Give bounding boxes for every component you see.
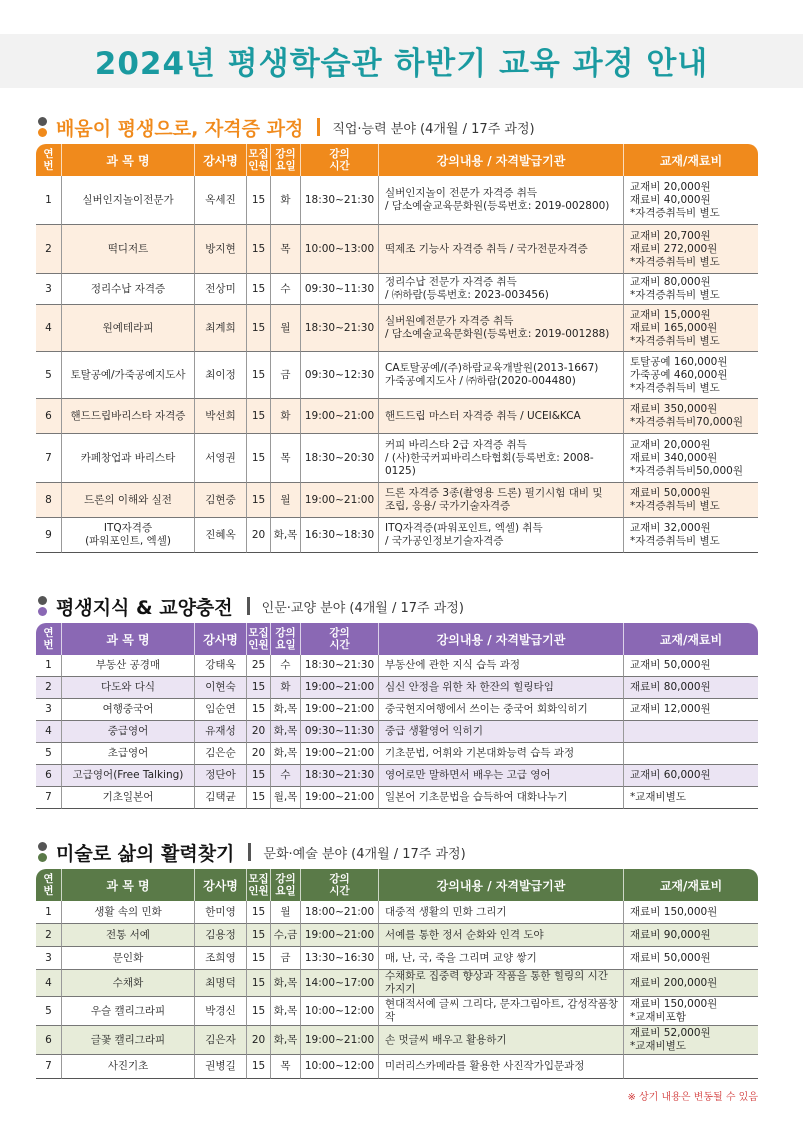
capacity-cell: 20 bbox=[246, 721, 270, 743]
table-row bbox=[36, 787, 758, 809]
fee-cell: 재료비 90,000원 bbox=[623, 924, 758, 947]
course-name-cell: 사진기초 bbox=[61, 1055, 194, 1079]
section-2-subtitle: 인문·교양 분야 (4개월 / 17주 과정) bbox=[261, 600, 464, 616]
fee-cell: 재료비 50,000원 *자격증취득비 별도 bbox=[623, 483, 758, 518]
table-header-row bbox=[36, 623, 758, 655]
section-3-subtitle: 문화·예술 분야 (4개월 / 17주 과정) bbox=[263, 846, 466, 862]
weekday-cell: 금 bbox=[270, 947, 300, 970]
course-name-cell: 생활 속의 민화 bbox=[61, 901, 194, 924]
fee-cell: 재료비 52,000원 *교재비별도 bbox=[623, 1026, 758, 1055]
weekday-cell: 화,목 bbox=[270, 743, 300, 765]
page-title: 2024년 평생학습관 하반기 교육 과정 안내 bbox=[94, 46, 709, 82]
no-cell: 3 bbox=[36, 699, 61, 721]
description-cell: 핸드드립 마스터 자격증 취득 / UCEI&KCA bbox=[378, 399, 623, 434]
instructor-cell: 최이정 bbox=[194, 352, 246, 399]
no-cell: 2 bbox=[36, 677, 61, 699]
weekday-header: 강의 요일 bbox=[270, 623, 300, 655]
instructor-cell: 서영권 bbox=[194, 434, 246, 483]
time-header: 강의 시간 bbox=[300, 623, 378, 655]
course-name-cell: 부동산 공경매 bbox=[61, 655, 194, 677]
capacity-cell: 15 bbox=[246, 225, 270, 274]
fee-cell: *교재비별도 bbox=[623, 787, 758, 809]
table-row bbox=[36, 305, 758, 352]
weekday-cell: 목 bbox=[270, 225, 300, 274]
description-cell: 커피 바리스타 2급 자격증 취득 / (사)한국커피바리스타협회(등록번호: 2008-0125) bbox=[378, 434, 623, 483]
capacity-cell: 15 bbox=[246, 305, 270, 352]
weekday-cell: 수 bbox=[270, 655, 300, 677]
no-cell: 2 bbox=[36, 924, 61, 947]
capacity-header: 모집 인원 bbox=[246, 144, 270, 176]
no-cell: 5 bbox=[36, 997, 61, 1026]
instructor-cell: 전상미 bbox=[194, 274, 246, 305]
course-name-cell: 중급영어 bbox=[61, 721, 194, 743]
table-row bbox=[36, 765, 758, 787]
table-row bbox=[36, 677, 758, 699]
weekday-cell: 금 bbox=[270, 352, 300, 399]
instructor-cell: 권병길 bbox=[194, 1055, 246, 1079]
instructor-cell: 최명덕 bbox=[194, 970, 246, 997]
capacity-header: 모집 인원 bbox=[246, 869, 270, 901]
time-cell: 14:00~17:00 bbox=[300, 970, 378, 997]
fee-cell bbox=[623, 743, 758, 765]
capacity-cell: 15 bbox=[246, 924, 270, 947]
weekday-cell: 화,목 bbox=[270, 518, 300, 553]
weekday-cell: 월 bbox=[270, 901, 300, 924]
time-cell: 10:00~13:00 bbox=[300, 225, 378, 274]
table-header-row bbox=[36, 869, 758, 901]
instructor-cell: 김택균 bbox=[194, 787, 246, 809]
course-name-cell: 실버인지놀이전문가 bbox=[61, 176, 194, 225]
weekday-cell: 목 bbox=[270, 434, 300, 483]
no-cell: 7 bbox=[36, 434, 61, 483]
no-cell: 4 bbox=[36, 305, 61, 352]
time-cell: 18:30~21:30 bbox=[300, 176, 378, 225]
capacity-cell: 15 bbox=[246, 399, 270, 434]
time-cell: 18:30~20:30 bbox=[300, 434, 378, 483]
capacity-cell: 15 bbox=[246, 970, 270, 997]
table-row bbox=[36, 483, 758, 518]
instructor-cell: 이현숙 bbox=[194, 677, 246, 699]
table-row bbox=[36, 176, 758, 225]
no-cell: 6 bbox=[36, 1026, 61, 1055]
fee-header: 교재/재료비 bbox=[623, 623, 758, 655]
no-cell: 7 bbox=[36, 787, 61, 809]
course-name-cell: 다도와 다식 bbox=[61, 677, 194, 699]
weekday-cell: 수 bbox=[270, 274, 300, 305]
instructor-cell: 박경신 bbox=[194, 997, 246, 1026]
table-row bbox=[36, 1055, 758, 1079]
capacity-cell: 15 bbox=[246, 434, 270, 483]
instructor-cell: 옥세진 bbox=[194, 176, 246, 225]
time-cell: 19:00~21:00 bbox=[300, 677, 378, 699]
description-cell: 기초문법, 어휘와 기본대화능력 습득 과정 bbox=[378, 743, 623, 765]
description-cell: 매, 난, 국, 죽을 그리며 교양 쌓기 bbox=[378, 947, 623, 970]
course-name-header: 과 목 명 bbox=[61, 623, 194, 655]
course-name-cell: 여행중국어 bbox=[61, 699, 194, 721]
table-row bbox=[36, 699, 758, 721]
time-cell: 18:30~21:30 bbox=[300, 305, 378, 352]
instructor-cell: 한미영 bbox=[194, 901, 246, 924]
instructor-cell: 진혜옥 bbox=[194, 518, 246, 553]
description-cell: 일본어 기초문법을 습득하여 대화나누기 bbox=[378, 787, 623, 809]
no-cell: 6 bbox=[36, 399, 61, 434]
weekday-cell: 화,목 bbox=[270, 1026, 300, 1055]
fee-cell bbox=[623, 721, 758, 743]
weekday-cell: 수 bbox=[270, 765, 300, 787]
table-row bbox=[36, 970, 758, 997]
time-cell: 09:30~12:30 bbox=[300, 352, 378, 399]
no-cell: 5 bbox=[36, 743, 61, 765]
description-cell: 영어로만 말하면서 배우는 고급 영어 bbox=[378, 765, 623, 787]
time-cell: 18:30~21:30 bbox=[300, 765, 378, 787]
course-name-cell: 기초일본어 bbox=[61, 787, 194, 809]
weekday-cell: 화 bbox=[270, 176, 300, 225]
no-cell: 2 bbox=[36, 225, 61, 274]
fee-cell: 교재비 20,700원 재료비 272,000원 *자격증취득비 별도 bbox=[623, 225, 758, 274]
instructor-cell: 방지현 bbox=[194, 225, 246, 274]
time-cell: 19:00~21:00 bbox=[300, 924, 378, 947]
capacity-cell: 15 bbox=[246, 483, 270, 518]
description-header: 강의내용 / 자격발급기관 bbox=[378, 144, 623, 176]
section-1-title: 배움이 평생으로, 자격증 과정 bbox=[56, 117, 304, 140]
time-cell: 09:30~11:30 bbox=[300, 721, 378, 743]
fee-cell: 교재비 20,000원 재료비 340,000원 *자격증취득비50,000원 bbox=[623, 434, 758, 483]
fee-cell: 재료비 50,000원 bbox=[623, 947, 758, 970]
no-cell: 8 bbox=[36, 483, 61, 518]
instructor-cell: 정단아 bbox=[194, 765, 246, 787]
weekday-cell: 수,금 bbox=[270, 924, 300, 947]
time-cell: 16:30~18:30 bbox=[300, 518, 378, 553]
description-cell: 떡제조 기능사 자격증 취득 / 국가전문자격증 bbox=[378, 225, 623, 274]
table-row bbox=[36, 352, 758, 399]
course-name-cell: 글꽃 캘리그라피 bbox=[61, 1026, 194, 1055]
time-cell: 09:30~11:30 bbox=[300, 274, 378, 305]
table-row bbox=[36, 721, 758, 743]
weekday-cell: 화,목 bbox=[270, 970, 300, 997]
fee-cell: 교재비 80,000원 *자격증취득비 별도 bbox=[623, 274, 758, 305]
weekday-cell: 화,목 bbox=[270, 721, 300, 743]
instructor-cell: 유재성 bbox=[194, 721, 246, 743]
no-cell: 3 bbox=[36, 947, 61, 970]
no-cell: 5 bbox=[36, 352, 61, 399]
course-name-cell: 떡디저트 bbox=[61, 225, 194, 274]
no-header: 연 번 bbox=[36, 869, 61, 901]
weekday-cell: 화,목 bbox=[270, 997, 300, 1026]
section-1-subtitle: 직업·능력 분야 (4개월 / 17주 과정) bbox=[332, 121, 535, 137]
description-cell: 드론 자격증 3종(촬영용 드론) 필기시험 대비 및 조립, 응용/ 국가기술자격증 bbox=[378, 483, 623, 518]
table-row bbox=[36, 399, 758, 434]
description-cell: 중급 생활영어 익히기 bbox=[378, 721, 623, 743]
time-cell: 10:00~12:00 bbox=[300, 1055, 378, 1079]
footnote: ※ 상기 내용은 변동될 수 있음 bbox=[627, 1092, 758, 1103]
capacity-cell: 15 bbox=[246, 176, 270, 225]
no-cell: 1 bbox=[36, 176, 61, 225]
description-cell: 중국현지여행에서 쓰이는 중국어 회화익히기 bbox=[378, 699, 623, 721]
course-name-cell: 원예테라피 bbox=[61, 305, 194, 352]
description-cell: 심신 안정을 위한 차 한잔의 힐링타임 bbox=[378, 677, 623, 699]
instructor-header: 강사명 bbox=[194, 623, 246, 655]
time-cell: 18:30~21:30 bbox=[300, 655, 378, 677]
time-header: 강의 시간 bbox=[300, 144, 378, 176]
instructor-cell: 김은자 bbox=[194, 1026, 246, 1055]
no-header: 연 번 bbox=[36, 623, 61, 655]
table-row bbox=[36, 225, 758, 274]
capacity-cell: 15 bbox=[246, 997, 270, 1026]
instructor-cell: 임순연 bbox=[194, 699, 246, 721]
table-row bbox=[36, 924, 758, 947]
no-cell: 3 bbox=[36, 274, 61, 305]
weekday-header: 강의 요일 bbox=[270, 144, 300, 176]
course-name-cell: 우슬 캘리그라피 bbox=[61, 997, 194, 1026]
no-cell: 4 bbox=[36, 721, 61, 743]
no-cell: 6 bbox=[36, 765, 61, 787]
description-cell: 서예를 통한 정서 순화와 인격 도야 bbox=[378, 924, 623, 947]
description-cell: 부동산에 관한 지식 습득 과정 bbox=[378, 655, 623, 677]
fee-cell: 토탈공예 160,000원 가죽공예 460,000원 *자격증취득비 별도 bbox=[623, 352, 758, 399]
table-row bbox=[36, 655, 758, 677]
description-header: 강의내용 / 자격발급기관 bbox=[378, 869, 623, 901]
instructor-cell: 김은순 bbox=[194, 743, 246, 765]
section-3-divider bbox=[248, 843, 251, 861]
section-1-header bbox=[36, 113, 535, 141]
course-name-header: 과 목 명 bbox=[61, 144, 194, 176]
course-name-cell: 문인화 bbox=[61, 947, 194, 970]
course-name-cell: 카페창업과 바리스타 bbox=[61, 434, 194, 483]
time-cell: 13:30~16:30 bbox=[300, 947, 378, 970]
section-2-title: 평생지식 & 교양충전 bbox=[56, 596, 233, 619]
time-cell: 19:00~21:00 bbox=[300, 483, 378, 518]
table-row bbox=[36, 434, 758, 483]
instructor-header: 강사명 bbox=[194, 144, 246, 176]
fee-cell: 교재비 20,000원 재료비 40,000원 *자격증취득비 별도 bbox=[623, 176, 758, 225]
fee-cell: 교재비 15,000원 재료비 165,000원 *자격증취득비 별도 bbox=[623, 305, 758, 352]
table-row bbox=[36, 743, 758, 765]
instructor-cell: 강태욱 bbox=[194, 655, 246, 677]
course-name-header: 과 목 명 bbox=[61, 869, 194, 901]
section-3-header bbox=[36, 838, 466, 866]
capacity-cell: 15 bbox=[246, 677, 270, 699]
fee-cell: 교재비 60,000원 bbox=[623, 765, 758, 787]
description-cell: 정리수납 전문가 자격증 취득 / ㈜하람(등록번호: 2023-003456) bbox=[378, 274, 623, 305]
fee-cell: 교재비 50,000원 bbox=[623, 655, 758, 677]
instructor-cell: 김용정 bbox=[194, 924, 246, 947]
bullet-dots-icon bbox=[36, 595, 50, 617]
capacity-cell: 15 bbox=[246, 1055, 270, 1079]
course-name-cell: 전통 서예 bbox=[61, 924, 194, 947]
course-name-cell: 토탈공예/가죽공예지도사 bbox=[61, 352, 194, 399]
course-name-cell: 수채화 bbox=[61, 970, 194, 997]
fee-header: 교재/재료비 bbox=[623, 869, 758, 901]
capacity-header: 모집 인원 bbox=[246, 623, 270, 655]
fee-header: 교재/재료비 bbox=[623, 144, 758, 176]
weekday-cell: 화,목 bbox=[270, 699, 300, 721]
table-row bbox=[36, 901, 758, 924]
fee-cell: 재료비 80,000원 bbox=[623, 677, 758, 699]
weekday-cell: 월,목 bbox=[270, 787, 300, 809]
time-cell: 19:00~21:00 bbox=[300, 743, 378, 765]
time-cell: 18:00~21:00 bbox=[300, 901, 378, 924]
no-cell: 9 bbox=[36, 518, 61, 553]
capacity-cell: 20 bbox=[246, 1026, 270, 1055]
weekday-cell: 월 bbox=[270, 305, 300, 352]
capacity-cell: 15 bbox=[246, 901, 270, 924]
table-row bbox=[36, 518, 758, 553]
capacity-cell: 20 bbox=[246, 518, 270, 553]
description-cell: ITQ자격증(파워포인트, 엑셀) 취득 / 국가공인정보기술자격증 bbox=[378, 518, 623, 553]
capacity-cell: 15 bbox=[246, 947, 270, 970]
description-header: 강의내용 / 자격발급기관 bbox=[378, 623, 623, 655]
section-2-divider bbox=[247, 597, 250, 615]
table-header-row bbox=[36, 144, 758, 176]
fee-cell: 교재비 32,000원 *자격증취득비 별도 bbox=[623, 518, 758, 553]
course-name-cell: 고급영어(Free Talking) bbox=[61, 765, 194, 787]
no-cell: 7 bbox=[36, 1055, 61, 1079]
capacity-cell: 15 bbox=[246, 699, 270, 721]
no-header: 연 번 bbox=[36, 144, 61, 176]
time-cell: 10:00~12:00 bbox=[300, 997, 378, 1026]
fee-cell: 재료비 150,000원 *교재비포함 bbox=[623, 997, 758, 1026]
no-cell: 1 bbox=[36, 901, 61, 924]
section-1-divider bbox=[317, 118, 320, 136]
bullet-dots-icon bbox=[36, 841, 50, 863]
course-table-2 bbox=[36, 623, 758, 809]
instructor-header: 강사명 bbox=[194, 869, 246, 901]
description-cell: 현대적서예 글씨 그리다, 문자그림아트, 감성작품창작 bbox=[378, 997, 623, 1026]
fee-cell bbox=[623, 1055, 758, 1079]
capacity-cell: 15 bbox=[246, 274, 270, 305]
weekday-cell: 월 bbox=[270, 483, 300, 518]
weekday-header: 강의 요일 bbox=[270, 869, 300, 901]
description-cell: 손 멋글씨 배우고 활용하기 bbox=[378, 1026, 623, 1055]
weekday-cell: 화 bbox=[270, 677, 300, 699]
bullet-dots-icon bbox=[36, 116, 50, 138]
course-name-cell: 초급영어 bbox=[61, 743, 194, 765]
description-cell: 대중적 생활의 민화 그리기 bbox=[378, 901, 623, 924]
course-table-3 bbox=[36, 869, 758, 1079]
capacity-cell: 15 bbox=[246, 352, 270, 399]
course-name-cell: 드론의 이해와 실전 bbox=[61, 483, 194, 518]
time-header: 강의 시간 bbox=[300, 869, 378, 901]
time-cell: 19:00~21:00 bbox=[300, 1026, 378, 1055]
fee-cell: 교재비 12,000원 bbox=[623, 699, 758, 721]
capacity-cell: 20 bbox=[246, 743, 270, 765]
instructor-cell: 박선희 bbox=[194, 399, 246, 434]
section-3-title: 미술로 삶의 활력찾기 bbox=[56, 842, 235, 865]
time-cell: 19:00~21:00 bbox=[300, 399, 378, 434]
no-cell: 4 bbox=[36, 970, 61, 997]
table-row bbox=[36, 997, 758, 1026]
weekday-cell: 화 bbox=[270, 399, 300, 434]
weekday-cell: 목 bbox=[270, 1055, 300, 1079]
table-row bbox=[36, 274, 758, 305]
section-2-header bbox=[36, 592, 464, 620]
fee-cell: 재료비 200,000원 bbox=[623, 970, 758, 997]
description-cell: 수채화로 집중력 향상과 작품을 통한 힐링의 시간 가지기 bbox=[378, 970, 623, 997]
course-name-cell: 핸드드립바리스타 자격증 bbox=[61, 399, 194, 434]
description-cell: 실버인지놀이 전문가 자격증 취득 / 담소예술교육문화원(등록번호: 2019-002800) bbox=[378, 176, 623, 225]
capacity-cell: 25 bbox=[246, 655, 270, 677]
description-cell: 미러리스카메라를 활용한 사진작가입문과정 bbox=[378, 1055, 623, 1079]
capacity-cell: 15 bbox=[246, 765, 270, 787]
course-name-cell: 정리수납 자격증 bbox=[61, 274, 194, 305]
fee-cell: 재료비 150,000원 bbox=[623, 901, 758, 924]
instructor-cell: 김현중 bbox=[194, 483, 246, 518]
instructor-cell: 조희영 bbox=[194, 947, 246, 970]
instructor-cell: 최계희 bbox=[194, 305, 246, 352]
course-table-1 bbox=[36, 144, 758, 553]
time-cell: 19:00~21:00 bbox=[300, 787, 378, 809]
time-cell: 19:00~21:00 bbox=[300, 699, 378, 721]
course-name-cell: ITQ자격증 (파워포인트, 엑셀) bbox=[61, 518, 194, 553]
description-cell: CA토탈공예/(주)하람교육개발원(2013-1667) 가죽공예지도사 / ㈜하람(2020-004480) bbox=[378, 352, 623, 399]
fee-cell: 재료비 350,000원 *자격증취득비70,000원 bbox=[623, 399, 758, 434]
capacity-cell: 15 bbox=[246, 787, 270, 809]
table-row bbox=[36, 947, 758, 970]
no-cell: 1 bbox=[36, 655, 61, 677]
table-row bbox=[36, 1026, 758, 1055]
description-cell: 실버원예전문가 자격증 취득 / 담소예술교육문화원(등록번호: 2019-001288) bbox=[378, 305, 623, 352]
